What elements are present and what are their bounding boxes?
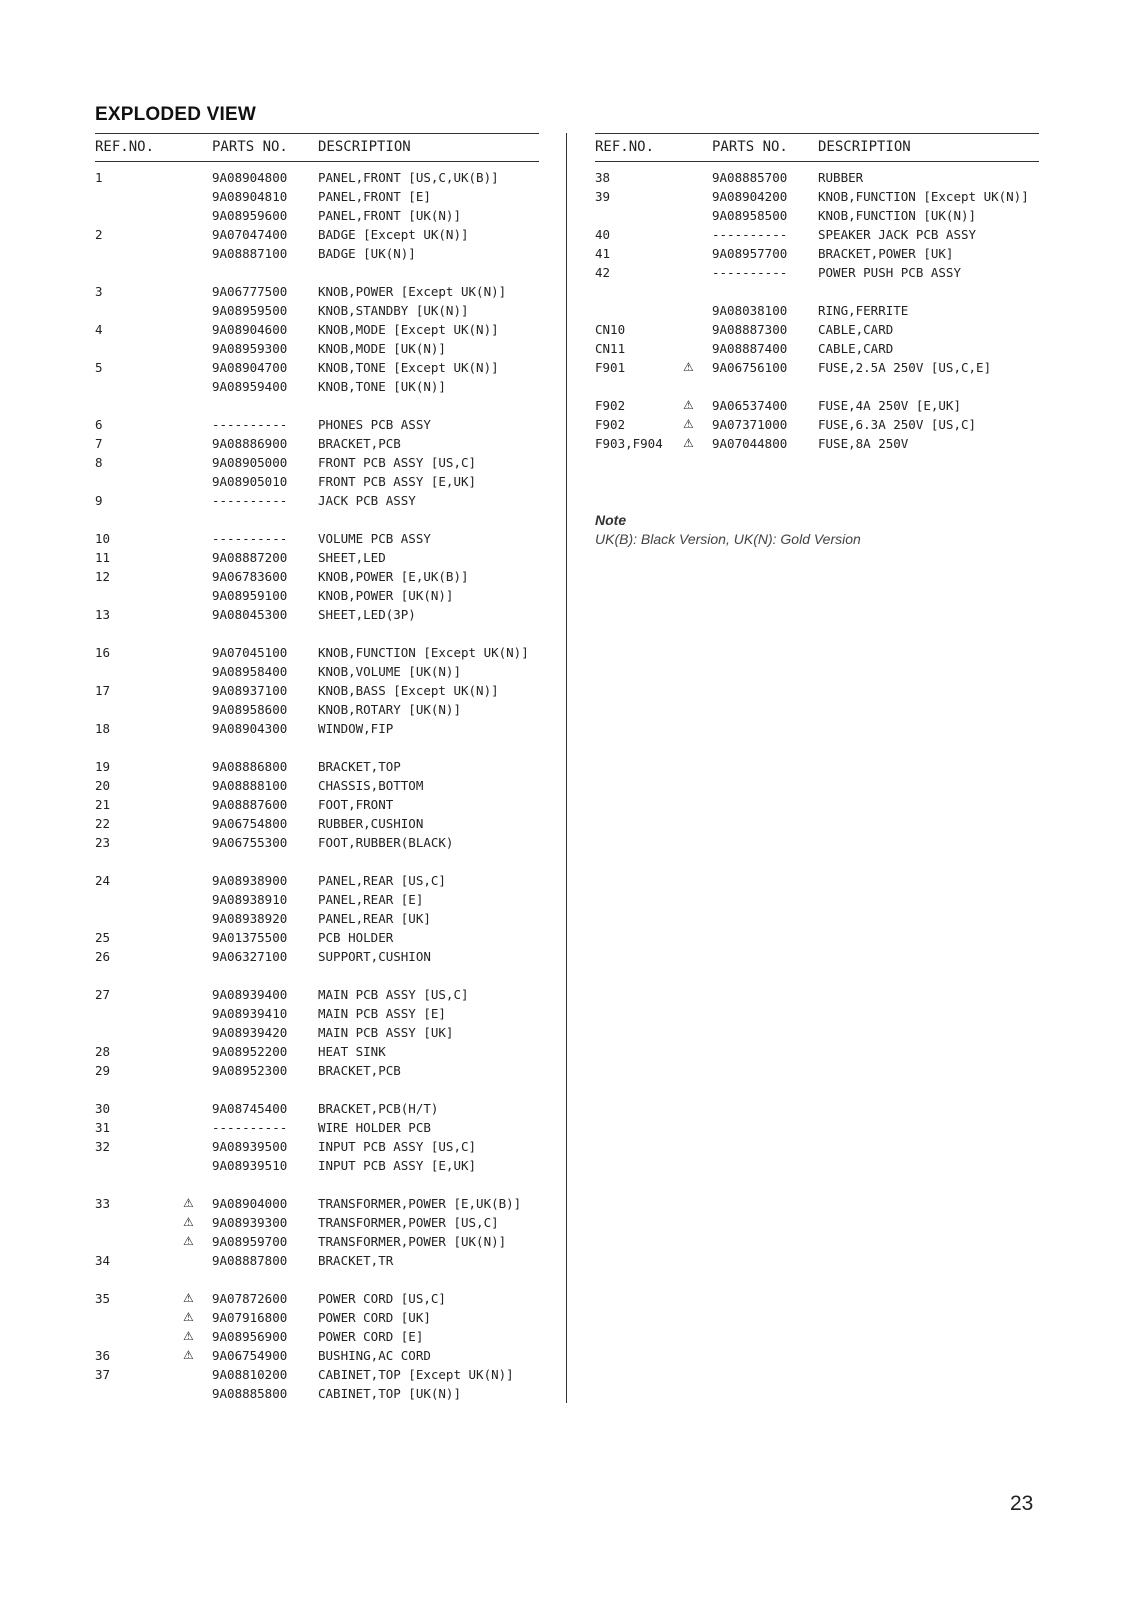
page-number: 23: [1010, 1492, 1034, 1515]
part-number: 9A08939500: [212, 1139, 288, 1154]
note-text: UK(B): Black Version, UK(N): Gold Version: [595, 531, 861, 547]
description: KNOB,STANDBY [UK(N)]: [318, 303, 469, 318]
description: CABINET,TOP [UK(N)]: [318, 1386, 461, 1401]
table-row: [95, 871, 539, 890]
table-row: [95, 358, 539, 377]
part-number: 9A08958500: [712, 208, 788, 223]
part-number: 9A08887800: [212, 1253, 288, 1268]
ref-no: F901: [595, 360, 626, 375]
ref-no: CN11: [595, 341, 626, 356]
part-number: 9A06327100: [212, 949, 288, 964]
part-number: 9A08904600: [212, 322, 288, 337]
parts-table-left: [95, 133, 539, 1403]
part-number: 9A08745400: [212, 1101, 288, 1116]
ref-no: 28: [95, 1044, 111, 1059]
part-number: 9A08959100: [212, 588, 288, 603]
ref-no: 38: [595, 170, 611, 185]
part-number: 9A08959400: [212, 379, 288, 394]
ref-no: 23: [95, 835, 111, 850]
description: POWER CORD [US,C]: [318, 1291, 446, 1306]
part-number: 9A08887300: [712, 322, 788, 337]
ref-no: 41: [595, 246, 611, 261]
ref-no: 11: [95, 550, 111, 565]
header-desc: DESCRIPTION: [818, 139, 911, 155]
safety-warning-icon: ⚠: [183, 1215, 194, 1229]
description: RING,FERRITE: [818, 303, 909, 318]
description: FUSE,4A 250V [E,UK]: [818, 398, 961, 413]
header-ref: REF.NO.: [595, 139, 655, 155]
description: POWER PUSH PCB ASSY: [818, 265, 961, 280]
description: KNOB,POWER [E,UK(B)]: [318, 569, 469, 584]
ref-no: 17: [95, 683, 111, 698]
part-number: ----------: [212, 531, 288, 546]
ref-no: 31: [95, 1120, 111, 1135]
description: BRACKET,TR: [318, 1253, 394, 1268]
table-row: [95, 1137, 539, 1156]
ref-no: CN10: [595, 322, 626, 337]
table-row: [95, 510, 539, 529]
description: PANEL,FRONT [UK(N)]: [318, 208, 461, 223]
table-row: [595, 415, 1039, 434]
table-row: [595, 358, 1039, 377]
description: INPUT PCB ASSY [US,C]: [318, 1139, 477, 1154]
ref-no: 8: [95, 455, 103, 470]
part-number: 9A08904200: [712, 189, 788, 204]
description: BADGE [UK(N)]: [318, 246, 416, 261]
ref-no: 16: [95, 645, 111, 660]
safety-warning-icon: ⚠: [183, 1234, 194, 1248]
part-number: 9A08952300: [212, 1063, 288, 1078]
part-number: 9A08904810: [212, 189, 288, 204]
header-ref: REF.NO.: [95, 139, 155, 155]
description: TRANSFORMER,POWER [UK(N)]: [318, 1234, 507, 1249]
ref-no: 42: [595, 265, 611, 280]
description: FRONT PCB ASSY [E,UK]: [318, 474, 477, 489]
part-number: 9A06783600: [212, 569, 288, 584]
part-number: 9A08939510: [212, 1158, 288, 1173]
part-number: 9A08887600: [212, 797, 288, 812]
ref-no: 2: [95, 227, 103, 242]
part-number: 9A06755300: [212, 835, 288, 850]
table-row: [95, 206, 539, 225]
table-row: [95, 1384, 539, 1403]
part-number: ----------: [212, 1120, 288, 1135]
table-row: [95, 1042, 539, 1061]
table-row: [595, 244, 1039, 263]
part-number: 9A07371000: [712, 417, 788, 432]
description: PANEL,REAR [UK]: [318, 911, 431, 926]
safety-warning-icon: ⚠: [183, 1196, 194, 1210]
table-row: [95, 757, 539, 776]
description: BRACKET,TOP: [318, 759, 401, 774]
part-number: 9A08886900: [212, 436, 288, 451]
description: BRACKET,PCB: [318, 1063, 401, 1078]
table-row: [95, 1023, 539, 1042]
header-parts: PARTS NO.: [212, 139, 288, 155]
table-row: [95, 377, 539, 396]
description: BUSHING,AC CORD: [318, 1348, 431, 1363]
table-row: [95, 1004, 539, 1023]
table-row: [95, 415, 539, 434]
description: KNOB,VOLUME [UK(N)]: [318, 664, 461, 679]
description: CHASSIS,BOTTOM: [318, 778, 424, 793]
description: SHEET,LED: [318, 550, 386, 565]
part-number: 9A08957700: [712, 246, 788, 261]
table-row: [95, 643, 539, 662]
ref-no: 18: [95, 721, 111, 736]
table-row: [95, 624, 539, 643]
description: MAIN PCB ASSY [UK]: [318, 1025, 454, 1040]
part-number: 9A08885700: [712, 170, 788, 185]
part-number: ----------: [712, 227, 788, 242]
ref-no: 3: [95, 284, 103, 299]
part-number: 9A06537400: [712, 398, 788, 413]
description: CABLE,CARD: [818, 322, 894, 337]
part-number: 9A06777500: [212, 284, 288, 299]
ref-no: F903,F904: [595, 436, 663, 451]
table-row: [95, 1118, 539, 1137]
ref-no: 5: [95, 360, 103, 375]
ref-no: 6: [95, 417, 103, 432]
table-row: [95, 1061, 539, 1080]
description: KNOB,FUNCTION [Except UK(N)]: [318, 645, 529, 660]
description: PCB HOLDER: [318, 930, 394, 945]
table-row: [595, 301, 1039, 320]
part-number: 9A08810200: [212, 1367, 288, 1382]
description: KNOB,FUNCTION [Except UK(N)]: [818, 189, 1029, 204]
part-number: 9A08904000: [212, 1196, 288, 1211]
table-row: [95, 928, 539, 947]
table-row: [595, 282, 1039, 301]
part-number: 9A08904800: [212, 170, 288, 185]
ref-no: 32: [95, 1139, 111, 1154]
table-row: [95, 434, 539, 453]
table-row: [95, 681, 539, 700]
table-header: [95, 133, 539, 162]
part-number: 9A08887200: [212, 550, 288, 565]
description: KNOB,POWER [UK(N)]: [318, 588, 454, 603]
ref-no: 40: [595, 227, 611, 242]
part-number: 9A08939410: [212, 1006, 288, 1021]
table-row: [95, 1289, 539, 1308]
safety-warning-icon: ⚠: [183, 1310, 194, 1324]
description: KNOB,TONE [Except UK(N)]: [318, 360, 499, 375]
part-number: ----------: [212, 417, 288, 432]
description: SHEET,LED(3P): [318, 607, 416, 622]
description: PHONES PCB ASSY: [318, 417, 431, 432]
ref-no: 1: [95, 170, 103, 185]
description: KNOB,MODE [UK(N)]: [318, 341, 446, 356]
header-parts: PARTS NO.: [712, 139, 788, 155]
note-title: Note: [595, 512, 627, 528]
table-row: [595, 206, 1039, 225]
table-row: [595, 434, 1039, 453]
part-number: 9A08938900: [212, 873, 288, 888]
part-number: 9A08956900: [212, 1329, 288, 1344]
table-row: [95, 700, 539, 719]
ref-no: 19: [95, 759, 111, 774]
header-desc: DESCRIPTION: [318, 139, 411, 155]
part-number: ----------: [712, 265, 788, 280]
table-row: [95, 529, 539, 548]
ref-no: 33: [95, 1196, 111, 1211]
page-title: EXPLODED VIEW: [95, 104, 256, 125]
part-number: 9A08959500: [212, 303, 288, 318]
part-number: 9A08887100: [212, 246, 288, 261]
ref-no: 9: [95, 493, 103, 508]
table-row: [95, 263, 539, 282]
table-row: [95, 301, 539, 320]
description: TRANSFORMER,POWER [E,UK(B)]: [318, 1196, 522, 1211]
part-number: 9A08939400: [212, 987, 288, 1002]
table-row: [95, 586, 539, 605]
table-row: [95, 814, 539, 833]
description: WINDOW,FIP: [318, 721, 394, 736]
part-number: 9A07872600: [212, 1291, 288, 1306]
table-row: [95, 187, 539, 206]
part-number: 9A01375500: [212, 930, 288, 945]
part-number: 9A08959600: [212, 208, 288, 223]
description: FOOT,RUBBER(BLACK): [318, 835, 454, 850]
table-row: [95, 244, 539, 263]
ref-no: 27: [95, 987, 111, 1002]
part-number: 9A08959700: [212, 1234, 288, 1249]
table-row: [95, 1251, 539, 1270]
ref-no: 10: [95, 531, 111, 546]
description: BADGE [Except UK(N)]: [318, 227, 469, 242]
description: KNOB,TONE [UK(N)]: [318, 379, 446, 394]
description: CABLE,CARD: [818, 341, 894, 356]
ref-no: 36: [95, 1348, 111, 1363]
safety-warning-icon: ⚠: [683, 417, 694, 431]
part-number: 9A07916800: [212, 1310, 288, 1325]
table-row: [595, 339, 1039, 358]
ref-no: 13: [95, 607, 111, 622]
table-row: [95, 738, 539, 757]
table-row: [95, 282, 539, 301]
table-row: [95, 1308, 539, 1327]
ref-no: 37: [95, 1367, 111, 1382]
description: KNOB,MODE [Except UK(N)]: [318, 322, 499, 337]
part-number: 9A08937100: [212, 683, 288, 698]
part-number: 9A08938920: [212, 911, 288, 926]
part-number: 9A08959300: [212, 341, 288, 356]
table-row: [95, 890, 539, 909]
table-row: [95, 662, 539, 681]
description: SUPPORT,CUSHION: [318, 949, 431, 964]
table-row: [95, 795, 539, 814]
table-row: [95, 852, 539, 871]
safety-warning-icon: ⚠: [683, 360, 694, 374]
part-number: 9A08958400: [212, 664, 288, 679]
part-number: 9A08939300: [212, 1215, 288, 1230]
description: RUBBER,CUSHION: [318, 816, 424, 831]
part-number: 9A08904700: [212, 360, 288, 375]
part-number: 9A08905010: [212, 474, 288, 489]
description: FUSE,2.5A 250V [US,C,E]: [818, 360, 992, 375]
part-number: 9A06756100: [712, 360, 788, 375]
ref-no: 20: [95, 778, 111, 793]
description: PANEL,FRONT [US,C,UK(B)]: [318, 170, 499, 185]
ref-no: F902: [595, 398, 626, 413]
part-number: 9A07044800: [712, 436, 788, 451]
part-number: 9A08045300: [212, 607, 288, 622]
description: HEAT SINK: [318, 1044, 386, 1059]
column-divider: [566, 133, 567, 1403]
part-number: 9A08886800: [212, 759, 288, 774]
description: CABINET,TOP [Except UK(N)]: [318, 1367, 514, 1382]
description: BRACKET,PCB(H/T): [318, 1101, 439, 1116]
part-number: 9A06754900: [212, 1348, 288, 1363]
table-body: [595, 168, 1039, 453]
part-number: 9A08905000: [212, 455, 288, 470]
part-number: 9A08888100: [212, 778, 288, 793]
description: VOLUME PCB ASSY: [318, 531, 431, 546]
description: POWER CORD [UK]: [318, 1310, 431, 1325]
description: FUSE,8A 250V: [818, 436, 909, 451]
description: MAIN PCB ASSY [US,C]: [318, 987, 469, 1002]
safety-warning-icon: ⚠: [183, 1291, 194, 1305]
table-row: [95, 719, 539, 738]
ref-no: 21: [95, 797, 111, 812]
table-row: [95, 225, 539, 244]
description: SPEAKER JACK PCB ASSY: [818, 227, 977, 242]
description: PANEL,FRONT [E]: [318, 189, 431, 204]
table-row: [95, 966, 539, 985]
ref-no: 12: [95, 569, 111, 584]
table-row: [595, 263, 1039, 282]
ref-no: 4: [95, 322, 103, 337]
description: KNOB,BASS [Except UK(N)]: [318, 683, 499, 698]
table-header: [595, 133, 1039, 162]
part-number: ----------: [212, 493, 288, 508]
table-row: [95, 1099, 539, 1118]
part-number: 9A07047400: [212, 227, 288, 242]
table-row: [95, 1175, 539, 1194]
description: BRACKET,POWER [UK]: [818, 246, 954, 261]
part-number: 9A08904300: [212, 721, 288, 736]
table-row: [95, 909, 539, 928]
table-row: [95, 453, 539, 472]
table-row: [95, 396, 539, 415]
ref-no: 30: [95, 1101, 111, 1116]
part-number: 9A07045100: [212, 645, 288, 660]
table-row: [95, 776, 539, 795]
ref-no: 7: [95, 436, 103, 451]
description: PANEL,REAR [E]: [318, 892, 424, 907]
ref-no: 26: [95, 949, 111, 964]
safety-warning-icon: ⚠: [183, 1329, 194, 1343]
table-row: [95, 491, 539, 510]
table-row: [95, 1080, 539, 1099]
table-row: [95, 833, 539, 852]
part-number: 9A08887400: [712, 341, 788, 356]
part-number: 9A08952200: [212, 1044, 288, 1059]
description: FRONT PCB ASSY [US,C]: [318, 455, 477, 470]
description: BRACKET,PCB: [318, 436, 401, 451]
description: PANEL,REAR [US,C]: [318, 873, 446, 888]
parts-table-right: [595, 133, 1039, 453]
table-row: [95, 1346, 539, 1365]
safety-warning-icon: ⚠: [183, 1348, 194, 1362]
part-number: 9A08885800: [212, 1386, 288, 1401]
table-row: [95, 1327, 539, 1346]
ref-no: 34: [95, 1253, 111, 1268]
description: FOOT,FRONT: [318, 797, 394, 812]
ref-no: 22: [95, 816, 111, 831]
description: WIRE HOLDER PCB: [318, 1120, 431, 1135]
ref-no: 24: [95, 873, 111, 888]
part-number: 9A08938910: [212, 892, 288, 907]
table-row: [95, 548, 539, 567]
table-row: [595, 168, 1039, 187]
table-row: [595, 377, 1039, 396]
part-number: 9A08939420: [212, 1025, 288, 1040]
table-row: [95, 1365, 539, 1384]
table-row: [95, 985, 539, 1004]
description: TRANSFORMER,POWER [US,C]: [318, 1215, 499, 1230]
table-row: [95, 1232, 539, 1251]
part-number: 9A08038100: [712, 303, 788, 318]
table-row: [595, 225, 1039, 244]
description: KNOB,POWER [Except UK(N)]: [318, 284, 507, 299]
description: FUSE,6.3A 250V [US,C]: [818, 417, 977, 432]
description: JACK PCB ASSY: [318, 493, 416, 508]
table-row: [95, 567, 539, 586]
table-row: [95, 605, 539, 624]
safety-warning-icon: ⚠: [683, 398, 694, 412]
table-body: [95, 168, 539, 1403]
part-number: 9A08958600: [212, 702, 288, 717]
ref-no: 35: [95, 1291, 111, 1306]
description: KNOB,ROTARY [UK(N)]: [318, 702, 461, 717]
description: KNOB,FUNCTION [UK(N)]: [818, 208, 977, 223]
table-row: [95, 1270, 539, 1289]
description: RUBBER: [818, 170, 864, 185]
table-row: [95, 1194, 539, 1213]
description: INPUT PCB ASSY [E,UK]: [318, 1158, 477, 1173]
table-row: [595, 396, 1039, 415]
table-row: [595, 320, 1039, 339]
ref-no: 39: [595, 189, 611, 204]
ref-no: 29: [95, 1063, 111, 1078]
table-row: [95, 339, 539, 358]
part-number: 9A06754800: [212, 816, 288, 831]
table-row: [595, 187, 1039, 206]
table-row: [95, 168, 539, 187]
ref-no: 25: [95, 930, 111, 945]
table-row: [95, 472, 539, 491]
table-row: [95, 947, 539, 966]
table-row: [95, 320, 539, 339]
description: POWER CORD [E]: [318, 1329, 424, 1344]
table-row: [95, 1156, 539, 1175]
table-row: [95, 1213, 539, 1232]
description: MAIN PCB ASSY [E]: [318, 1006, 446, 1021]
safety-warning-icon: ⚠: [683, 436, 694, 450]
ref-no: F902: [595, 417, 626, 432]
